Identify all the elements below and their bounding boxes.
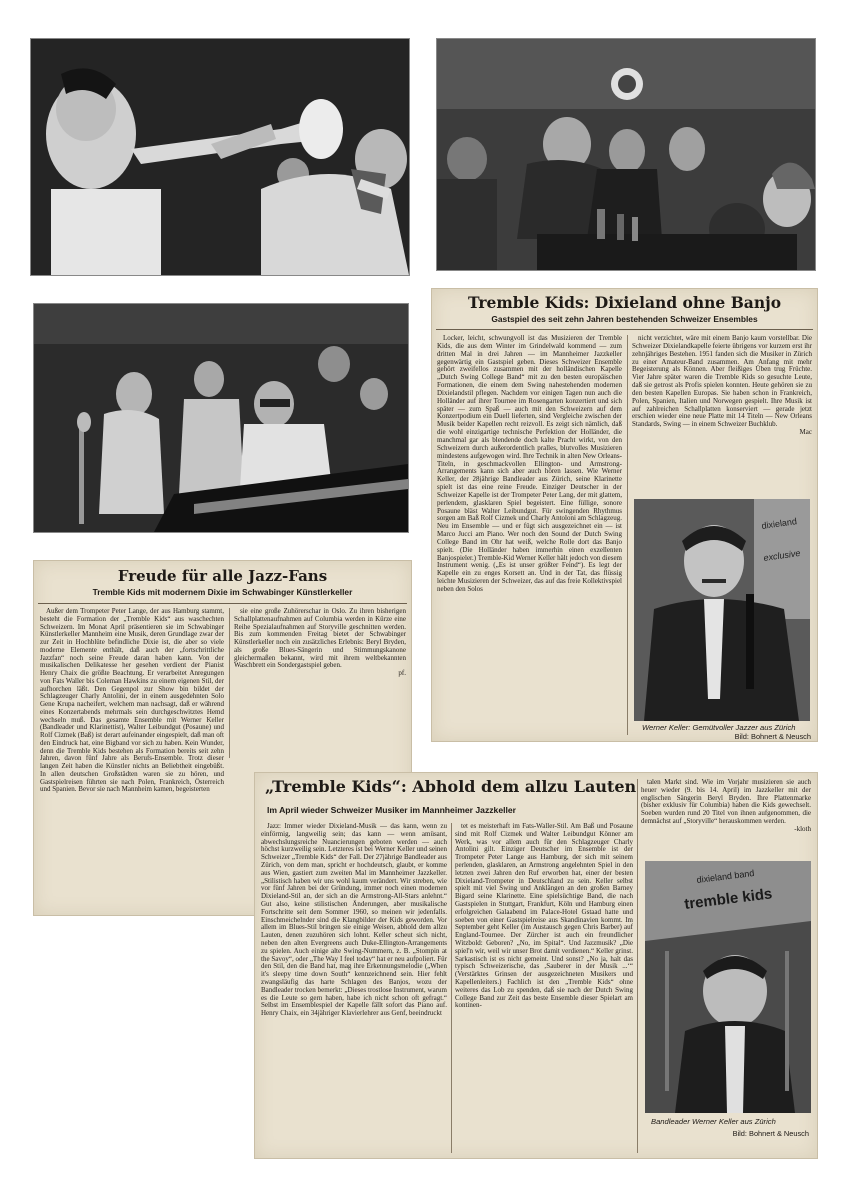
photo-jazz-cellar-audience — [436, 38, 816, 271]
article-headline: Freude für alle Jazz-Fans — [117, 567, 328, 585]
article-body-2: sie eine große Zuhörerschar in Oslo. Zu ihren bisherigen Schallplattenaufnahmen auf Columbia werden in Kürze eine Reihe Spezialaufnahmen auf Storyville geschnitten werden. Bis zum kommenden Freitag bietet der Schwabinger Künstlerkeller noch ein zusätzliches Erlebnis: Beryl Bryden, als große Blues-Sängerin und Stimmungskanone gleichermaßen bekannt, wird mit ihrem weltbekannten Waschbrett ein Sondergastspiel geben. — [234, 607, 406, 670]
photo-bandleader-keller — [645, 861, 811, 1113]
photo-sign-text-2: exclusive — [762, 547, 801, 563]
article-dixieland-ohne-banjo — [431, 288, 818, 742]
photo-sign-text: dixieland — [760, 516, 798, 531]
article-author: -kloth — [794, 824, 811, 833]
photo-werner-keller — [634, 499, 810, 721]
photo-banner-text-2: dixieland band — [696, 867, 755, 885]
article-body-2: tet es meisterhaft im Fats-Waller-Stil. Am Baß und Posaune sind mit Rolf Cizmek und Walter Leibundgut Könner am Werk, was vor allem auch für den Schlagzeuger Charly Antolini gilt. Einziger Deutscher im Ensemble ist der Trompeter Peter Lange aus Hamburg, der sich mit seinem perlenden, glasklaren, an Armstrong angelehnten Spiel in den letzten zwei Jahren den Ruf erworben hat, einer der besten Dixieland-Trompeter in Deutschland zu sein. Keller selbst spielt mit viel Swing und Anklängen an den großen Barney Bigard seine Klarinette. Eine spielsüchtige Band, die nach Gastspielen in Stuttgart, Frankfurt, Köln und Hamburg einen erfolgreichen Galaabend im Palace-Hotel Gstaad hatte und soeben von einer Gastspielreise aus Skandinavien kommt. Im September geht Keller (im Austausch gegen Chris Barber) auf England-Tournee. Der Zürcher ist auch ein freundlicher Witzbold: Geboren? „No, im Spital“. Und Jazzmusik? „Die spiel'n wir, weil wir unser Brot damit verdienen.“ Keller grinst. Sarkastisch ist es nicht gemeint. Und sonst? „No ja, halt das typisch Schweizerische, das ‚Sauberer in der Musik ...‘“ (Verstärktes Grinsen der ausgezeichneten Musikers und Kapellenleiters.) Fachlich ist den „Tremble Kids“ ohne weiteres das Lob zu spenden, daß sie nach der Dutch Swing College Band zur Zeit das beste Ensemble dieser Spielart am kontinen- — [455, 822, 633, 1010]
article-author: pf. — [398, 669, 406, 677]
article-subhead: Im April wieder Schweizer Musiker im Mannheimer Jazzkeller — [267, 805, 516, 815]
photo-band-at-piano — [33, 303, 409, 533]
article-column-2 — [455, 823, 633, 1153]
article-subhead: Gastspiel des seit zehn Jahren bestehenden Schweizer Ensembles — [491, 314, 758, 324]
article-subhead: Tremble Kids mit modernem Dixie im Schwabinger Künstlerkeller — [92, 587, 353, 597]
article-column-1 — [261, 823, 447, 1153]
article-column-2 — [234, 608, 406, 758]
article-column-1 — [437, 335, 622, 735]
article-column-1 — [40, 608, 224, 910]
article-body-2: nicht verzichtet, wäre mit einem Banjo kaum vorstellbar. Die Schweizer Dixielandkapelle feierte übrigens vor kurzem erst ihr zehnjähriges Bestehen. 1951 fanden sich die Musiker in Zürich zu einer Amateur-Band zusammen. Am Anfang mit mehr Begeisterung als Können. Aber fleißiges Üben trug Früchte. Vier Jahre später waren die Tremble Kids so gesuchte Leute, daß sie getrost als Profis spielen konnten. Heute gehören sie zu den besten Kapellen Europas. Sie haben schon in Frankreich, Polen, Spanien, Italien und Norwegen gespielt. Ihre Musik ist auf zahlreichen Schallplatten konserviert — gerade jetzt erschien wieder eine neue Platte mit 14 Titeln — New Orleans Standards, Swing — in einem Schweizer Buchklub. — [632, 334, 812, 429]
photo-credit: Bild: Bohnert & Neusch — [734, 732, 811, 741]
article-body-1: Jazz: Immer wieder Dixieland-Musik — das kann, wenn zu einförmig, langweilig sein; das kann — wenn amüsant, abwechslungsreiche Nuancierungen geboten werden — auch höchst kurzweilig sein. Letzteres ist bei Werner Keller und seinen Schweizer „Tremble Kids“ der Fall. Der 27jährige Bandleader aus Zürich, von dem man, spricht er hochdeutsch, glaubt, er komme aus Wien, gastiert zum zweiten Mal im Mannheimer Jazzkeller. „Stilistisch haben wir uns wohl kaum verändert. Wir streben, wie vor fünf Jahren bei der Gründung, immer noch einen modernen Dixieland-Stil an, der sich an die Armstrong-All-Stars anlehnt.“ Gut also, keine stilistischen Änderungen, aber musikalische Fortschritte seit dem Sommer 1960, so meinen wir jedenfalls. Einschmeichelnder sind die Klangbilder der Kids geworden. Vor allem im Blues-Stil bringen sie einige Weisen, abhold dem allzu Lauten, denen zuzuhören sich lohnt. Keller scheut sich nicht, neben den alten Evergreens auch Duke-Ellington-Arrangements zu spielen. Auch einige alte Swing-Nummern, z. B. „Stompin at the Savoy“, oder „The Way I feel today“ hat er neu aufpoliert. Für den Stil, den die Band hat, mag ihre Erkennungsmelodie („When it's sleepy time down South“ kennzeichnend sein. Hier fehlt zwangsläufig das harte Schlagen des Banjos, wozu der Bandleader trocken bemerkt: „Dieses trostlose Instrument, warum es die Leute so gern haben, habe ich nicht schon oft gefragt.“ Selbst im Ensemblespiel der Kapelle fällt sofort das Piano auf. Henry Chaix, ein 34jähriger Klavierlehrer aus Genf, beeindruckt — [261, 822, 447, 1018]
article-headline: „Tremble Kids“: Abhold dem allzu Lauten — [265, 777, 637, 796]
article-column-3 — [641, 779, 811, 859]
photo-caption: Bandleader Werner Keller aus Zürich — [651, 1117, 776, 1126]
article-body-3: talen Markt sind. Wie im Vorjahr musizieren sie auch heuer wieder (9. bis 14. April) im Jazzkeller mit der englischen Sängerin Beryl Bryden. Ihre Plattenmarke (bisher exklusiv für Columbia) haben die Kids gewechselt. Soeben wurden rund 20 Titel von ihnen aufgenommen, die demnächst auf „Storyville“ herauskommen werden. — [641, 778, 811, 825]
article-author: Mac — [799, 428, 812, 437]
photo-banner-text: tremble kids — [683, 885, 774, 913]
photo-trumpet-players — [30, 38, 410, 276]
photo-caption: Werner Keller: Gemütvoller Jazzer aus Zürich — [642, 723, 796, 732]
article-headline: Tremble Kids: Dixieland ohne Banjo — [467, 293, 782, 312]
article-body-1: Außer dem Trompeter Peter Lange, der aus Hamburg stammt, besteht die Formation der „Tremble Kids“ aus waschechten Schweizern. Im Monat April präsentieren sie im Schwabinger Künstlerkeller Mannheim eine Musik, deren Grundlage zwar der zur Zeit in Hochblüte befindliche Dixie ist, die aber so viele moderne Elemente enthält, daß auch der „fortschrittliche Jazzfan“ noch seine Freude daran haben kann. Von der musikalischen Delikatesse her gesehen verdient der Pianist Henry Chaix die größte Beachtung. Er verarbeitet Anregungen von Fats Waller bis Coleman Hawkins zu einem eigenen Stil, der aufhorchen läßt. Den Gegenpol zur Show bin bildet der Schlagzeuger Charly Antolini, der in einem ausgedehnten Solo Gene Krupa nacheifert, welchem man nachsagt, daß er während eines Konzertabends mehrmals sein durchgeschwitztes Hemd wechseln muß. Das gesamte Ensemble mit Werner Keller (Bandleader und Klarinettist), Walter Leibundgut (Posaune) und Rolf Cizmek (Baß) ist derart aufeinander eingespielt, daß man oft den Eindruck hat, eine Bigband vor sich zu haben. Kein Wunder, denn die Tremble Kids bestehen als Formation bereits seit zehn Jahren, davon fünf Jahre als Berufs-Ensemble. Trotz dieser langen Zeit haben die Künstler nichts an Beliebtheit eingebüßt. In allen deutschen Großstädten waren sie zu hören, und Gastspielreisen führten sie nach Polen, Frankreich, Österreich und Spanien. Bevor sie nach Mannheim kamen, begeisterten — [40, 607, 224, 794]
article-column-2 — [632, 335, 812, 490]
article-abhold-dem-allzu-lauten — [254, 772, 818, 1159]
article-body-1: Locker, leicht, schwungvoll ist das Musizieren der Tremble Kids, die aus dem Winter im Grindelwald kommend — zum dritten Mal in drei Jahren — im Mannheimer Jazzkeller gegenwärtig ein Gastspiel geben. Dieses Schweizer Ensemble gehört zweifellos zusammen mit der holländischen Kapelle „Dutch Swing College Band“ mit zu den besten europäischen Formationen, die einem dem Swing nahestehenden modernen Dixielandstil pflegen. Nachdem vor einigen Tagen nun auch die Holländer auf ihrer Tournee im Rosengarten konzertiert und sich später — zum Spaß — auch mit den Schweizern auf dem Konzertpodium ein Duell lieferten, sind Vergleiche zwischen der Musik beider Kapellen recht reizvoll. Es zeigt sich nämlich, daß die wohl einzigartige technische Perfektion der Holländer, die manchmal gar als blendende doch kalte Pracht wirkt, von den Schweizern durch außerordentlich pralles, blutvolles Musizieren mindestens aufgewogen wird. Ihre Technik in alten New Orleans-Titeln, in geschmackvollen Ellington- und Armstrong-Arrangements kann sich aber auch hören lassen. Wie Werner Keller, der 28jährige Bandleader aus Zürich, seine Klarinette spielt ist das eine reine Freude. Einziger Deutscher in der Schweizer Kapelle ist der Trompeter Peter Lang, der mit glattem, perlendem, glasklaren Spiel begeistert. Eine füllige, sonore Posaune bläst Walter Leibundgut. Für swingenden Rhythmus sorgen am Baß Rolf Cizmek und Charly Antoloni am Schlagzeug. Neu im Ensemble — und er fügt sich ausgezeichnet ein — ist Marco Jucci am Piano. Wer noch den Sound der Dutch Swing College Band im Ohr hat weiß, welche Rolle dort das Banjo spielt. (Die Holländer haben immerhin einen exzellenten Banjospieler.) Tremble-Kid Werner Keller hält jedoch von diesem Instrument wenig. („Es ist unser größter Feind“). Es legt der Kapelle ein zu enges Korsett an. Und in der Tat, das flüssig leichte Musizieren der Schweizer, das auf das freie Kollektivspiel neben den Solos — [437, 334, 622, 593]
photo-credit: Bild: Bohnert & Neusch — [732, 1129, 809, 1138]
